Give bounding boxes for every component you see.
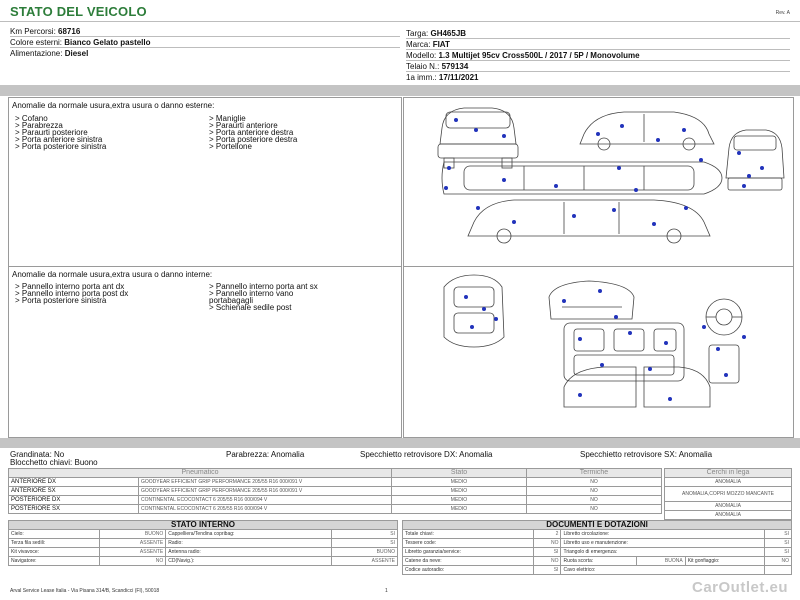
page-number: 1 — [385, 588, 388, 594]
field-value: BUONO — [331, 548, 397, 557]
field-label: Tessere code: — [403, 539, 534, 548]
field-label: Antenna radio: — [166, 548, 332, 557]
table-row — [9, 539, 398, 548]
field-value: NO — [764, 557, 791, 566]
table-row — [665, 478, 792, 487]
tire-thermal: NO — [527, 487, 662, 496]
info-divider — [10, 47, 400, 48]
damage-item: > Parabrezza — [15, 121, 63, 130]
interior-seats-view — [564, 323, 684, 381]
interior-side-panel — [709, 345, 739, 383]
field-value: NO — [100, 557, 166, 566]
car-side-view-top — [580, 112, 714, 150]
table-row — [403, 548, 792, 557]
damage-item: > Pannello interno porta ant sx — [209, 282, 318, 291]
interior-door-right — [644, 367, 710, 407]
field-label: Terza fila sedili: — [9, 539, 100, 548]
field-value: NO — [534, 557, 561, 566]
tire-thermal: NO — [527, 478, 662, 487]
steering-wheel — [706, 299, 742, 335]
tire-state: MEDIO — [392, 505, 527, 514]
field-label: Cappelliera/Tendina copribag: — [166, 530, 332, 539]
damage-markers — [444, 118, 764, 226]
damage-item: portabagagli — [209, 296, 254, 305]
interior-damage-title: Anomalie da normale usura,extra usura o danno interne: — [12, 270, 213, 279]
field-label: Navigatore: — [9, 557, 100, 566]
documents-header: DOCUMENTI E DOTAZIONI — [403, 521, 792, 530]
rim-state: ANOMALIA — [665, 511, 792, 520]
field-value: ASSENTE — [331, 557, 397, 566]
tire-state: MEDIO — [392, 487, 527, 496]
info-divider — [406, 60, 790, 61]
exterior-damage-list-2 — [209, 115, 297, 150]
field-value: SI — [331, 530, 397, 539]
km-label: Km Percorsi: — [10, 27, 56, 36]
field-value: ASSENTE — [100, 548, 166, 557]
exterior-car-diagram — [404, 98, 793, 266]
model-value: 1.3 Multijet 95cv Cross500L / 2017 / 5P / Monovolume — [438, 51, 640, 60]
mirror-sx-status: Specchietto retrovisore SX: Anomalia — [580, 450, 713, 459]
damage-item: > Paraurti posteriore — [15, 128, 88, 137]
field-value: SI — [764, 548, 791, 557]
brand-label: Marca: — [406, 40, 431, 49]
color-label: Colore esterni: — [10, 38, 63, 47]
windshield-status: Parabrezza: Anomalia — [226, 450, 305, 459]
brand-value: FIAT — [432, 40, 450, 49]
interior-damage-list-2 — [209, 283, 318, 311]
header-divider — [0, 21, 800, 22]
model-label: Modello: — [406, 51, 437, 60]
field-label: Libretto circolazione: — [561, 530, 765, 539]
field-label: Cavo elettrico: — [561, 566, 765, 575]
damage-item: > Porta anteriore destra — [209, 128, 294, 137]
table-row — [665, 511, 792, 520]
internal-state-header: STATO INTERNO — [9, 521, 398, 530]
tire-position: POSTERIORE SX — [9, 505, 139, 514]
reg-row — [406, 73, 479, 82]
damage-markers — [464, 289, 746, 401]
tire-state: MEDIO — [392, 496, 527, 505]
interior-door-left — [564, 367, 636, 407]
info-divider — [406, 38, 790, 39]
field-label: Kit vivavoce: — [9, 548, 100, 557]
info-divider — [406, 49, 790, 50]
damage-item: > Maniglie — [209, 114, 246, 123]
interior-damage-list-1 — [15, 283, 128, 304]
field-value: SI — [534, 566, 561, 575]
damage-item: > Pannello interno porta post dx — [15, 289, 129, 298]
tire-position: ANTERIORE SX — [9, 487, 139, 496]
page-title: STATO DEL VEICOLO — [10, 4, 147, 19]
key-block-status: Blocchetto chiavi: Buono — [10, 458, 98, 467]
field-label: Catene da neve: — [403, 557, 534, 566]
damage-item: > Porta posteriore sinistra — [15, 296, 107, 305]
car-rear-view — [726, 130, 784, 190]
section-separator — [0, 85, 800, 96]
tire-state: MEDIO — [392, 478, 527, 487]
footer-company: Arval Service Lease Italia - Via Pisana 314/B, Scandicci (FI), 50018 — [10, 588, 160, 594]
damage-item: > Porta posteriore sinistra — [15, 142, 107, 151]
frame-label: Telaio N.: — [406, 62, 440, 71]
field-value: SI — [331, 539, 397, 548]
table-row — [9, 478, 662, 487]
hail-status: Grandinata: No — [10, 450, 65, 459]
rim-state: ANOMALIA,COPRI MOZZO MANCANTE — [665, 487, 792, 502]
table-row — [665, 487, 792, 502]
damage-item: > Pannello interno vano — [209, 289, 294, 298]
field-label: Codice autoradio: — [403, 566, 534, 575]
field-label: Totale chiavi: — [403, 530, 534, 539]
table-row — [9, 530, 398, 539]
car-front-view — [438, 108, 518, 168]
field-label: Radio: — [166, 539, 332, 548]
table-row — [9, 557, 398, 566]
damage-item: > Cofano — [15, 114, 48, 123]
internal-state-table — [8, 520, 398, 566]
rims-header: Cerchi in lega — [665, 469, 792, 478]
exterior-damage-list-1 — [15, 115, 106, 150]
field-label: Triangolo di emergenza: — [561, 548, 765, 557]
damage-item: > Schienale sedile post — [209, 303, 292, 312]
car-top-view — [442, 162, 722, 194]
damage-item: > Porta posteriore destra — [209, 135, 298, 144]
tire-thermal: NO — [527, 505, 662, 514]
field-value: SI — [764, 539, 791, 548]
damage-item: > Portellone — [209, 142, 252, 151]
reg-label: 1a imm.: — [406, 73, 437, 82]
tire-description: CONTINENTAL ECOCONTACT 6 205/55 R16 000/094 V — [139, 496, 392, 505]
brand-row — [406, 40, 450, 49]
revision-label: Rev. A — [775, 10, 790, 16]
damage-item: > Paraurti anteriore — [209, 121, 278, 130]
interior-front-panel — [549, 281, 634, 319]
frame-row — [406, 62, 468, 71]
damage-item: > Pannello interno porta ant dx — [15, 282, 125, 291]
table-row — [9, 496, 662, 505]
tire-thermal: NO — [527, 496, 662, 505]
table-row — [9, 487, 662, 496]
plate-label: Targa: — [406, 29, 429, 38]
model-row — [406, 51, 640, 60]
field-value: ASSENTE — [100, 539, 166, 548]
table-row — [9, 505, 662, 514]
tire-position: POSTERIORE DX — [9, 496, 139, 505]
table-row — [403, 566, 792, 575]
tire-position: ANTERIORE DX — [9, 478, 139, 487]
car-side-view-bottom — [468, 200, 710, 243]
tires-header-thermal: Termiche — [527, 469, 662, 478]
info-divider — [10, 36, 400, 37]
reg-value: 17/11/2021 — [438, 73, 479, 82]
interior-diagram-panel — [403, 266, 794, 438]
km-row — [10, 27, 80, 36]
rims-table — [664, 468, 792, 520]
tire-description: GOODYEAR EFFICIENT GRIP PERFORMANCE 205/55 R16 000/091 V — [139, 478, 392, 487]
mirror-dx-status: Specchietto retrovisore DX: Anomalia — [360, 450, 493, 459]
field-value: SI — [764, 530, 791, 539]
field-label: Libretto garanzia/service: — [403, 548, 534, 557]
info-divider — [406, 71, 790, 72]
tires-header-tire: Pneumatico — [9, 469, 392, 478]
table-row — [665, 502, 792, 511]
table-row — [403, 530, 792, 539]
field-value: BUONA — [636, 557, 685, 566]
table-row — [403, 539, 792, 548]
field-value: NO — [534, 539, 561, 548]
color-row — [10, 38, 151, 47]
field-value: 2 — [534, 530, 561, 539]
fuel-row — [10, 49, 88, 58]
field-value: SI — [534, 548, 561, 557]
fuel-value: Diesel — [64, 49, 89, 58]
fuel-label: Alimentazione: — [10, 49, 63, 58]
table-row — [403, 557, 792, 566]
exterior-damage-panel — [8, 97, 402, 267]
section-separator — [0, 438, 800, 448]
exterior-damage-title: Anomalie da normale usura,extra usura o danno esterne: — [12, 101, 215, 110]
damage-item: > Porta anteriore sinistra — [15, 135, 103, 144]
tires-table — [8, 468, 662, 514]
field-value — [764, 566, 791, 575]
exterior-diagram-panel — [403, 97, 794, 267]
plate-row — [406, 29, 466, 38]
interior-top-view — [444, 275, 504, 347]
interior-car-diagram — [404, 267, 793, 437]
rim-state: ANOMALIA — [665, 478, 792, 487]
plate-value: GH465JB — [430, 29, 467, 38]
field-label: Ruota scorta: — [561, 557, 636, 566]
color-value: Bianco Gelato pastello — [64, 38, 151, 47]
tires-header-state: Stato — [392, 469, 527, 478]
tire-description: GOODYEAR EFFICIENT GRIP PERFORMANCE 205/55 R16 000/091 V — [139, 487, 392, 496]
interior-damage-panel — [8, 266, 402, 438]
field-label: Cielo: — [9, 530, 100, 539]
documents-table — [402, 520, 792, 575]
km-value: 68716 — [58, 27, 81, 36]
watermark-logo: CarOutlet.eu — [691, 579, 788, 596]
field-label: CD(Navig.): — [166, 557, 332, 566]
table-row — [9, 548, 398, 557]
field-label: Kit gonfiaggio: — [685, 557, 764, 566]
tire-description: CONTINENTAL ECOCONTACT 6 205/55 R16 000/094 V — [139, 505, 392, 514]
frame-value: 579134 — [441, 62, 469, 71]
field-value: BUONO — [100, 530, 166, 539]
field-label: Libretto uso e manutenzione: — [561, 539, 765, 548]
rim-state: ANOMALIA — [665, 502, 792, 511]
